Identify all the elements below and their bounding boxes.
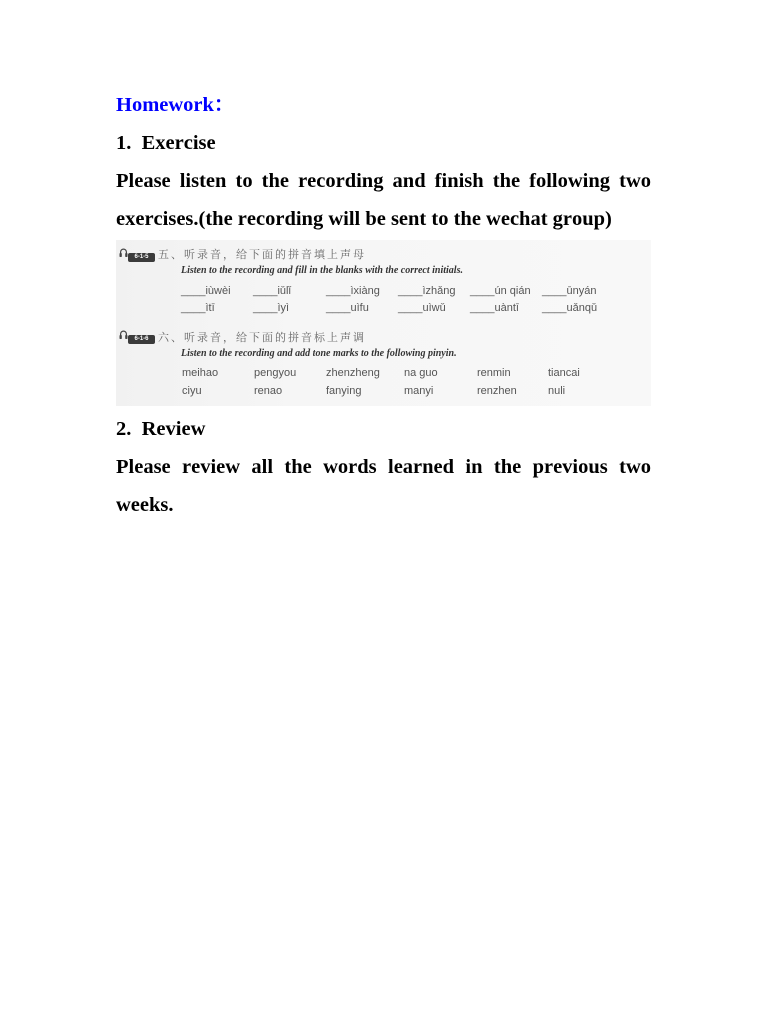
exercise-6-title-english: Listen to the recording and add tone marks to the following pinyin.	[181, 348, 457, 359]
pinyin-blank-item: ____iǔlǐ	[253, 285, 291, 297]
pinyin-word-item: renmin	[477, 367, 511, 379]
pinyin-word-item: meihao	[182, 367, 219, 379]
pinyin-word-item: renao	[254, 385, 283, 397]
headphone-icon	[119, 246, 128, 259]
pinyin-word-item: pengyou	[254, 367, 297, 379]
pinyin-word-item: ciyu	[182, 385, 202, 397]
pinyin-word-item: manyi	[404, 385, 434, 397]
pinyin-blank-item: ____uìfu	[326, 302, 369, 314]
pinyin-blank-item: ____ìzhǎng	[398, 285, 456, 297]
exercise-5-title-chinese: 五、听录音，给下面的拼音填上声母	[158, 248, 366, 261]
exercise-6-title-chinese: 六、听录音，给下面的拼音标上声调	[158, 331, 366, 344]
track-badge: 6-1-6	[128, 335, 155, 344]
pinyin-word-item: fanying	[326, 385, 362, 397]
pinyin-word-item: tiancai	[548, 367, 580, 379]
homework-title: Homework：	[116, 94, 235, 116]
pinyin-blank-item: ____ìxiàng	[326, 285, 380, 297]
review-heading: 2. Review	[116, 418, 206, 440]
pinyin-blank-item: ____ún qián	[470, 285, 531, 297]
pinyin-blank-item: ____uàntī	[470, 302, 519, 314]
review-instruction: Please review all the words learned in the previous two weeks.	[116, 456, 651, 516]
pinyin-blank-item: ____ìyì	[253, 302, 290, 314]
headphone-icon	[119, 328, 128, 341]
textbook-exercise-image	[116, 240, 651, 406]
pinyin-word-item: zhenzheng	[326, 367, 380, 379]
track-badge: 6-1-5	[128, 253, 155, 262]
pinyin-blank-item: ____uìwǔ	[398, 302, 446, 314]
pinyin-word-item: na guo	[404, 367, 438, 379]
homework-document	[116, 86, 651, 524]
pinyin-blank-item: ____ìtī	[181, 302, 215, 314]
pinyin-blank-item: ____iùwèi	[181, 285, 231, 297]
pinyin-word-item: nuli	[548, 385, 566, 397]
pinyin-blank-item: ____uǎnqǔ	[542, 302, 598, 314]
exercise-5-title-english: Listen to the recording and fill in the blanks with the correct initials.	[181, 265, 463, 276]
exercise-heading: 1. Exercise	[116, 132, 216, 154]
pinyin-blank-item: ____ūnyán	[542, 285, 597, 297]
pinyin-word-item: renzhen	[477, 385, 517, 397]
exercise-instruction: Please listen to the recording and finish the following two exercises.(the recording will be sent to the wechat group)	[116, 170, 651, 230]
